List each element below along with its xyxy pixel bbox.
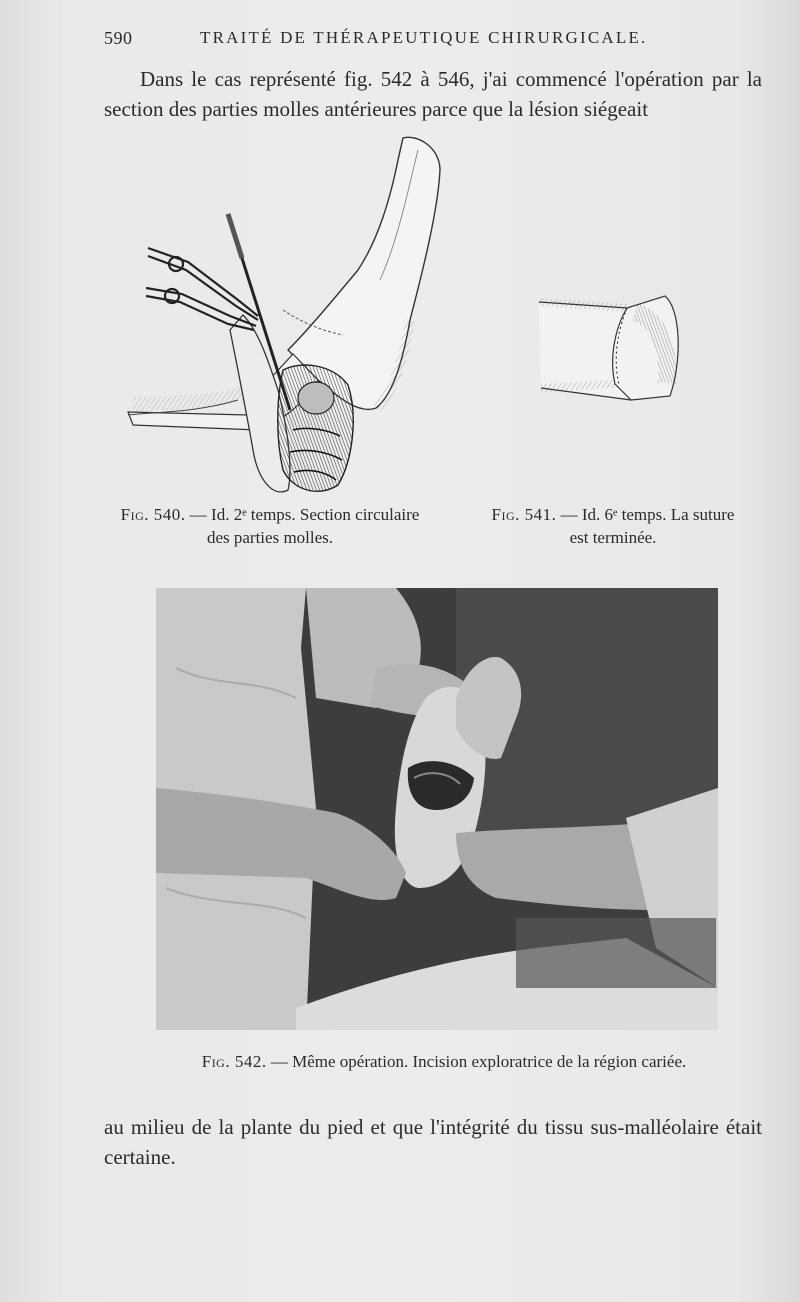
figure-541-label: Fig. 541. (491, 505, 557, 524)
figure-541-engraving (535, 288, 685, 408)
figure-542-caption-text: — Même opération. Incision exploratrice de la région cariée. (266, 1052, 687, 1071)
paragraph-top: Dans le cas représenté fig. 542 à 546, j'ai commencé l'opération par la section des parties molles antérieures parce que la lésion siégeait (104, 67, 762, 121)
figure-540-label: Fig. 540. (120, 505, 186, 524)
figure-542-photograph (156, 588, 718, 1030)
paragraph-bottom: au milieu de la plante du pied et que l'intégrité du tissu sus-malléolaire était certaine. (104, 1115, 762, 1169)
running-title: TRAITÉ DE THÉRAPEUTIQUE CHIRURGICALE. (200, 28, 648, 47)
figure-540-caption-text: — Id. 2ᵉ temps. Section circulaire des parties molles. (185, 505, 420, 547)
caption-figure-541 (488, 503, 738, 549)
figure-541-caption-text: — Id. 6ᵉ temps. La suture est terminée. (556, 505, 735, 547)
caption-figure-542 (170, 1050, 718, 1073)
figure-542-label: Fig. 542. (201, 1052, 267, 1071)
caption-figure-540 (118, 503, 422, 549)
page-number: 590 (104, 28, 133, 48)
figure-540-engraving (118, 130, 448, 500)
